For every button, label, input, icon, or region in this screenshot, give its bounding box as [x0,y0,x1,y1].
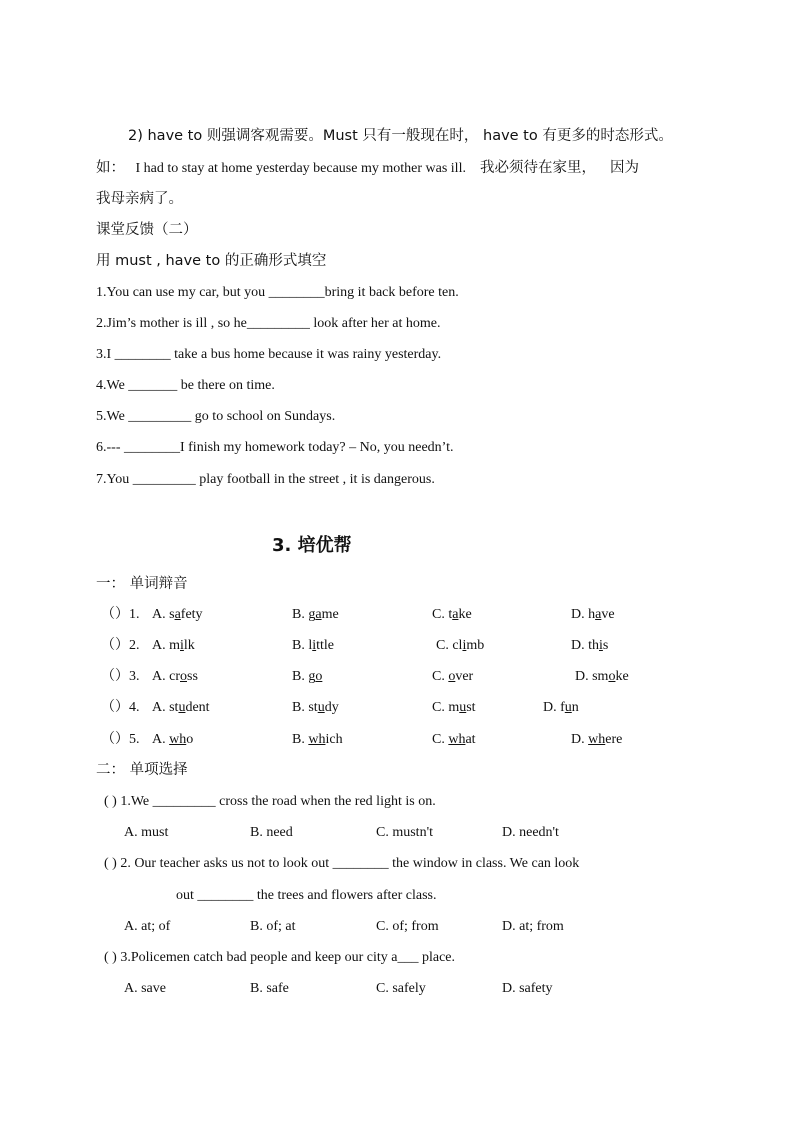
part1-title: 一： 单词辩音 [96,576,188,592]
mc-option-c: C. safely [376,981,426,996]
option-a: A. who [152,732,194,747]
option-c: C. must [432,700,476,715]
mc-question: ( ) 2. Our teacher asks us not to look out ________ the window in class. We can look [104,856,580,871]
feedback-title: 课堂反馈（二） [96,222,198,238]
option-a: A. safety [152,607,203,622]
example-prefix: 如： [96,160,125,176]
mc-option-b: B. of; at [250,919,296,934]
feedback-item: 1.You can use my car, but you ________bring it back before ten. [96,285,459,300]
mc-option-c: C. mustn't [376,825,433,840]
mc-option-d: D. needn't [502,825,559,840]
feedback-item: 2.Jim’s mother is ill , so he_________ look after her at home. [96,316,441,331]
mc-question: ( ) 1.We _________ cross the road when the red light is on. [104,794,436,809]
example-english: I had to stay at home yesterday because my mother was ill. [135,161,466,176]
option-a: A. milk [152,638,195,653]
feedback-item: 7.You _________ play football in the street , it is dangerous. [96,472,435,487]
mc-option-b: B. safe [250,981,289,996]
option-c: C. what [432,732,476,747]
option-c: C. climb [436,638,485,653]
mc-option-d: D. safety [502,981,553,996]
mc-question: ( ) 3.Policemen catch bad people and keep our city a___ place. [104,950,456,965]
option-a: A. cross [152,669,198,684]
option-c: C. over [432,669,474,684]
question-number: （）5. [101,732,140,747]
option-d: D. fun [543,700,579,715]
grammar-note-line: 2) have to 则强调客观需要。Must 只有一般现在时， have to 有更多的时态形式。 [128,128,673,144]
feedback-instruction: 用 must , have to 的正确形式填空 [96,253,327,269]
option-d: D. where [571,732,623,747]
option-c: C. take [432,607,472,622]
mc-question-continued: out ________ the trees and flowers after class. [176,888,437,903]
option-d: D. have [571,607,615,622]
mc-option-a: A. save [124,981,166,996]
mc-option-b: B. need [250,825,293,840]
mc-option-d: D. at; from [502,919,564,934]
feedback-item: 4.We _______ be there on time. [96,378,275,393]
mc-option-a: A. at; of [124,919,171,934]
question-number: （）3. [101,669,140,684]
example-chinese-c: 我母亲病了。 [96,191,183,207]
option-b: B. which [292,732,343,747]
mc-option-c: C. of; from [376,919,439,934]
example-chinese-a: 我必须待在家里， [479,160,596,176]
option-a: A. student [152,700,210,715]
example-chinese-b: 因为 [609,160,639,176]
option-d: D. this [571,638,609,653]
question-number: （）1. [101,607,140,622]
example-line [96,158,639,179]
option-b: B. little [292,638,335,653]
question-number: （）4. [101,700,140,715]
option-d: D. smoke [575,669,629,684]
section-title: 3. 培优帮 [272,535,352,556]
option-b: B. go [292,669,323,684]
question-number: （）2. [101,638,140,653]
feedback-item: 6.--- ________I finish my homework today? – No, you needn’t. [96,440,454,455]
feedback-item: 5.We _________ go to school on Sundays. [96,409,336,424]
option-b: B. game [292,607,339,622]
part2-title: 二： 单项选择 [96,762,188,778]
feedback-item: 3.I ________ take a bus home because it was rainy yesterday. [96,347,442,362]
mc-option-a: A. must [124,825,169,840]
option-b: B. study [292,700,339,715]
